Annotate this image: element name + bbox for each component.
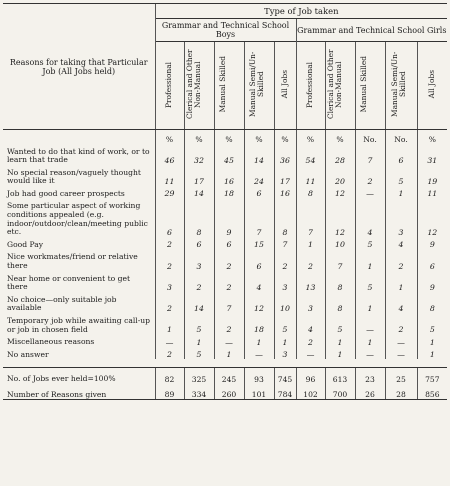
value-cell: — xyxy=(355,186,385,199)
total-cell: 856 xyxy=(417,384,447,400)
value-cell: 8 xyxy=(417,292,447,313)
value-cell: 15 xyxy=(244,237,274,250)
value-cell: 18 xyxy=(214,186,244,199)
col-header-girls-all: All Jobs xyxy=(417,42,447,130)
col-header-girls-professional: Professional xyxy=(296,42,325,130)
value-cell: 2 xyxy=(296,334,325,347)
value-cell: 2 xyxy=(155,237,184,250)
reason-label: No answer xyxy=(7,349,49,359)
reason-label: Miscellaneous reasons xyxy=(7,337,95,347)
value-cell: 2 xyxy=(155,292,184,313)
total-cell: 245 xyxy=(214,368,244,384)
value-cell: — xyxy=(355,313,385,334)
value-cell: 10 xyxy=(325,237,355,250)
value-cell: 4 xyxy=(244,271,274,292)
value-cell: 3 xyxy=(274,271,296,292)
value-cell: 6 xyxy=(214,237,244,250)
table-row xyxy=(3,271,447,292)
value-cell: 31 xyxy=(417,144,447,165)
value-cell: 2 xyxy=(214,271,244,292)
value-cell: 5 xyxy=(274,313,296,334)
total-cell: 757 xyxy=(417,368,447,384)
unit-cell: % xyxy=(417,130,447,144)
boys-group-header: Grammar and Technical School Boys xyxy=(155,19,296,42)
unit-cell: No. xyxy=(355,130,385,144)
value-cell: 14 xyxy=(184,292,214,313)
value-cell: 1 xyxy=(385,186,417,199)
table-row xyxy=(3,313,447,334)
value-cell: 5 xyxy=(325,313,355,334)
value-cell: 12 xyxy=(325,186,355,199)
value-cell: 19 xyxy=(417,165,447,186)
unit-cell: % xyxy=(325,130,355,144)
value-cell: 2 xyxy=(214,313,244,334)
value-cell: 5 xyxy=(184,347,214,360)
total-cell: 23 xyxy=(355,368,385,384)
value-cell: 9 xyxy=(417,237,447,250)
value-cell: 29 xyxy=(155,186,184,199)
value-cell: 8 xyxy=(274,198,296,236)
value-cell: 1 xyxy=(417,347,447,360)
col-header-boys-all: All Jobs xyxy=(274,42,296,130)
total-cell: 700 xyxy=(325,384,355,400)
value-cell: 8 xyxy=(184,198,214,236)
reason-label: Job had good career prospects xyxy=(7,188,125,198)
value-cell: 3 xyxy=(155,271,184,292)
col-header-boys-skilled: Manual Skilled xyxy=(214,42,244,130)
value-cell: 36 xyxy=(274,144,296,165)
value-cell: 9 xyxy=(214,198,244,236)
table-row xyxy=(3,186,447,199)
value-cell: 16 xyxy=(274,186,296,199)
value-cell: 24 xyxy=(244,165,274,186)
value-cell: 8 xyxy=(296,186,325,199)
value-cell: 5 xyxy=(355,271,385,292)
total-row-reasons xyxy=(3,384,447,400)
reasons-table xyxy=(3,3,447,400)
unit-cell: % xyxy=(184,130,214,144)
total-label: Number of Reasons given xyxy=(3,384,155,400)
unit-row xyxy=(3,130,447,144)
value-cell: 8 xyxy=(325,292,355,313)
value-cell: 13 xyxy=(296,271,325,292)
total-cell: 96 xyxy=(296,368,325,384)
value-cell: 18 xyxy=(244,313,274,334)
value-cell: 4 xyxy=(385,237,417,250)
value-cell: 7 xyxy=(325,249,355,270)
value-cell: 3 xyxy=(296,292,325,313)
value-cell: 3 xyxy=(385,198,417,236)
value-cell: 28 xyxy=(325,144,355,165)
value-cell: 17 xyxy=(184,165,214,186)
value-cell: 5 xyxy=(417,313,447,334)
table-row xyxy=(3,292,447,313)
value-cell: 2 xyxy=(274,249,296,270)
value-cell: — xyxy=(244,347,274,360)
value-cell: 1 xyxy=(355,292,385,313)
reason-label: No special reason/vaguely thought would like it xyxy=(7,167,141,186)
totals-body xyxy=(3,359,447,400)
value-cell: 1 xyxy=(244,334,274,347)
value-cell: 10 xyxy=(274,292,296,313)
value-cell: 4 xyxy=(296,313,325,334)
table-row xyxy=(3,347,447,360)
value-cell: 5 xyxy=(385,165,417,186)
total-cell: 28 xyxy=(385,384,417,400)
value-cell: 7 xyxy=(296,198,325,236)
value-cell: 6 xyxy=(155,198,184,236)
reason-label: Some particular aspect of working conditions appealed (e.g. indoor/outdoor/clean/meeting public etc. xyxy=(7,201,148,237)
value-cell: 11 xyxy=(417,186,447,199)
value-cell: 17 xyxy=(274,165,296,186)
table-row xyxy=(3,334,447,347)
value-cell: — xyxy=(214,334,244,347)
total-cell: 102 xyxy=(296,384,325,400)
reason-label: Wanted to do that kind of work, or to learn that trade xyxy=(7,146,150,165)
value-cell: — xyxy=(385,334,417,347)
girls-group-header: Grammar and Technical School Girls xyxy=(296,19,447,42)
value-cell: 2 xyxy=(355,165,385,186)
value-cell: 2 xyxy=(385,313,417,334)
unit-cell: % xyxy=(214,130,244,144)
col-header-boys-clerical: Clerical and Other Non-Manual xyxy=(184,42,214,130)
table-row xyxy=(3,165,447,186)
total-cell: 93 xyxy=(244,368,274,384)
total-cell: 784 xyxy=(274,384,296,400)
total-cell: 745 xyxy=(274,368,296,384)
table-body xyxy=(3,130,447,360)
value-cell: 2 xyxy=(155,347,184,360)
value-cell: 1 xyxy=(355,249,385,270)
unit-cell: % xyxy=(244,130,274,144)
value-cell: 1 xyxy=(385,271,417,292)
col-header-girls-clerical: Clerical and Other Non-Manual xyxy=(325,42,355,130)
col-header-girls-semi: Manual Semi/Un-Skilled xyxy=(385,42,417,130)
value-cell: — xyxy=(385,347,417,360)
reasons-column-header: Reasons for taking that Particular Job (All Jobs held) xyxy=(3,4,155,130)
value-cell: 1 xyxy=(296,237,325,250)
total-label: No. of Jobs ever held=100% xyxy=(3,368,155,384)
value-cell: 7 xyxy=(214,292,244,313)
value-cell: 32 xyxy=(184,144,214,165)
value-cell: 20 xyxy=(325,165,355,186)
value-cell: 4 xyxy=(385,292,417,313)
value-cell: 3 xyxy=(274,347,296,360)
type-of-job-header: Type of Job taken xyxy=(155,4,447,19)
table-row xyxy=(3,237,447,250)
reason-label: No choice—only suitable job available xyxy=(7,294,117,313)
reason-label: Temporary job while awaiting call-up or job in chosen field xyxy=(7,316,151,334)
value-cell: 2 xyxy=(296,249,325,270)
table-row xyxy=(3,249,447,270)
col-header-boys-professional: Professional xyxy=(155,42,184,130)
unit-cell: % xyxy=(296,130,325,144)
table-row xyxy=(3,198,447,236)
unit-cell: % xyxy=(274,130,296,144)
value-cell: 1 xyxy=(325,334,355,347)
value-cell: 6 xyxy=(184,237,214,250)
value-cell: 5 xyxy=(355,237,385,250)
value-cell: 45 xyxy=(214,144,244,165)
value-cell: 3 xyxy=(184,249,214,270)
value-cell: 1 xyxy=(355,334,385,347)
value-cell: 12 xyxy=(244,292,274,313)
value-cell: 2 xyxy=(385,249,417,270)
total-cell: 613 xyxy=(325,368,355,384)
total-cell: 82 xyxy=(155,368,184,384)
total-cell: 26 xyxy=(355,384,385,400)
total-cell: 89 xyxy=(155,384,184,400)
value-cell: 1 xyxy=(325,347,355,360)
value-cell: 1 xyxy=(274,334,296,347)
col-header-boys-semi: Manual Semi/Un-Skilled xyxy=(244,42,274,130)
value-cell: — xyxy=(155,334,184,347)
total-cell: 334 xyxy=(184,384,214,400)
value-cell: 4 xyxy=(355,198,385,236)
reason-label: Good Pay xyxy=(7,239,44,249)
value-cell: 2 xyxy=(155,249,184,270)
value-cell: 1 xyxy=(214,347,244,360)
value-cell: 12 xyxy=(417,198,447,236)
value-cell: 1 xyxy=(155,313,184,334)
total-cell: 260 xyxy=(214,384,244,400)
value-cell: 6 xyxy=(417,249,447,270)
value-cell: 1 xyxy=(184,334,214,347)
reason-label: Near home or convenient to get there xyxy=(7,273,131,292)
value-cell: 46 xyxy=(155,144,184,165)
value-cell: 5 xyxy=(184,313,214,334)
value-cell: 54 xyxy=(296,144,325,165)
value-cell: — xyxy=(296,347,325,360)
value-cell: 2 xyxy=(184,271,214,292)
total-cell: 325 xyxy=(184,368,214,384)
value-cell: 14 xyxy=(244,144,274,165)
value-cell: 8 xyxy=(325,271,355,292)
unit-cell: No. xyxy=(385,130,417,144)
total-cell: 101 xyxy=(244,384,274,400)
value-cell: 7 xyxy=(355,144,385,165)
value-cell: 7 xyxy=(274,237,296,250)
total-cell: 25 xyxy=(385,368,417,384)
total-row-jobs xyxy=(3,368,447,384)
table-row xyxy=(3,144,447,165)
value-cell: 6 xyxy=(244,249,274,270)
value-cell: 6 xyxy=(244,186,274,199)
value-cell: — xyxy=(355,347,385,360)
value-cell: 2 xyxy=(214,249,244,270)
col-header-girls-skilled: Manual Skilled xyxy=(355,42,385,130)
value-cell: 14 xyxy=(184,186,214,199)
value-cell: 7 xyxy=(244,198,274,236)
value-cell: 11 xyxy=(155,165,184,186)
value-cell: 1 xyxy=(417,334,447,347)
unit-cell: % xyxy=(155,130,184,144)
value-cell: 11 xyxy=(296,165,325,186)
value-cell: 9 xyxy=(417,271,447,292)
reason-label: Nice workmates/friend or relative there xyxy=(7,252,138,271)
value-cell: 16 xyxy=(214,165,244,186)
value-cell: 6 xyxy=(385,144,417,165)
value-cell: 12 xyxy=(325,198,355,236)
